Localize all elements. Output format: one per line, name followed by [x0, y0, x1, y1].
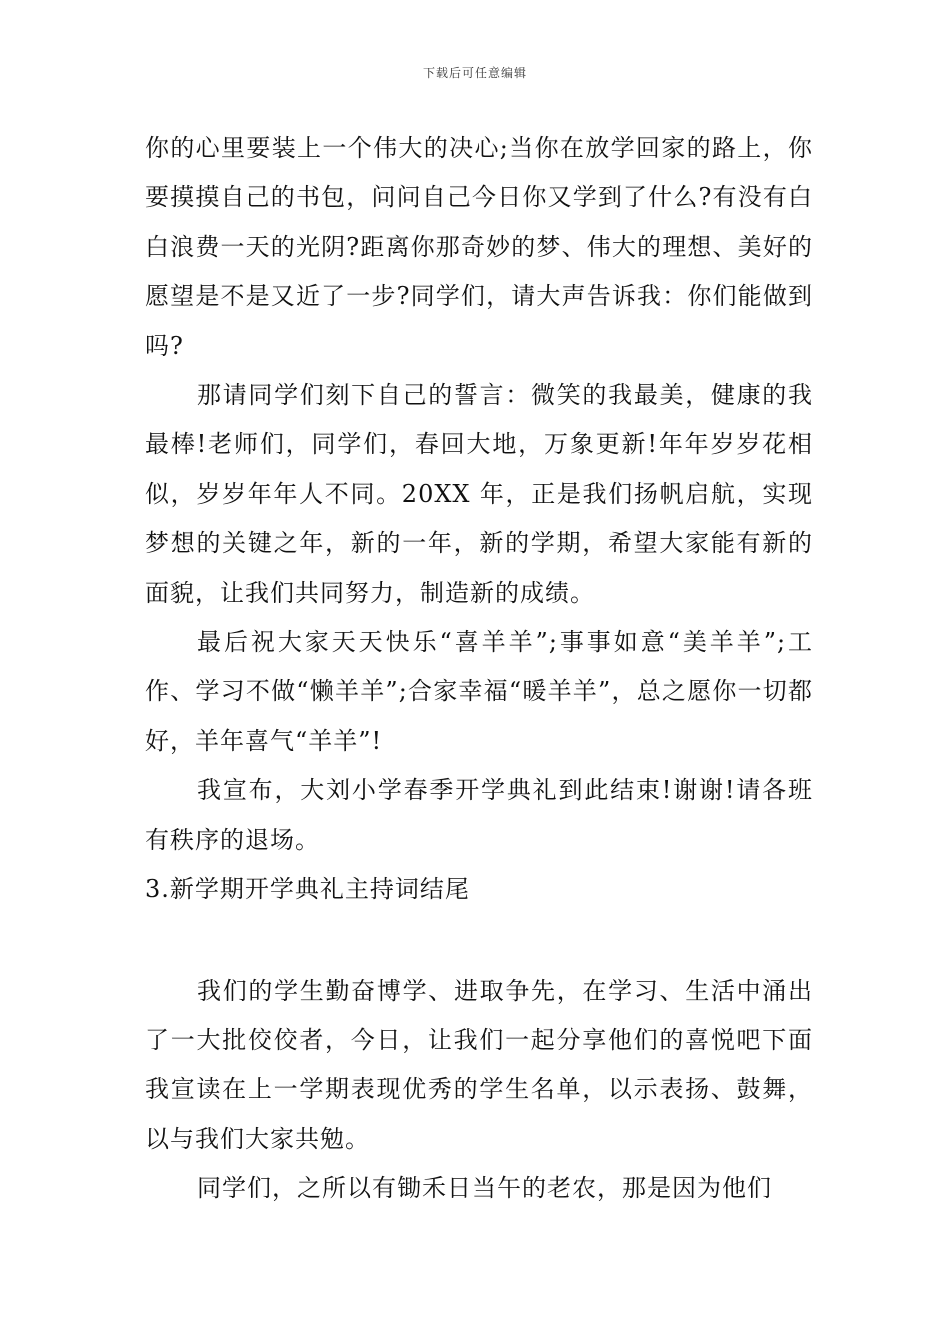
paragraph-closing: 我宣布，大刘小学春季开学典礼到此结束!谢谢!请各班有秩序的退场。 — [145, 776, 813, 854]
paragraph-farmers: 同学们，之所以有锄禾日当午的老农，那是因为他们 — [197, 1174, 772, 1203]
page-header: 下载后可任意编辑 — [422, 66, 527, 80]
paragraph-continuation: 你的心里要装上一个伟大的决心;当你在放学回家的路上，你要摸摸自己的书包，问问自己今日你又学到了什么?有没有白白浪费一天的光阴?距离你那奇妙的梦、伟大的理想、美好的愿望是不是又近了一步?同学们，请大声告诉我：你们能做到吗? — [145, 134, 813, 360]
paragraph-students: 我们的学生勤奋博学、进取争先，在学习、生活中涌出了一大批佼佼者，今日，让我们一起分享他们的喜悦吧下面我宣读在上一学期表现优秀的学生名单，以示表扬、鼓舞，以与我们大家共勉。 — [145, 976, 813, 1153]
section-spacer — [145, 915, 813, 967]
paragraph-wishes: 最后祝大家天天快乐“喜羊羊”;事事如意“美羊羊”;工作、学习不做“懒羊羊”;合家幸福“暖羊羊”，总之愿你一切都好，羊年喜气“羊羊”! — [145, 628, 813, 755]
section-heading: 3.新学期开学典礼主持词结尾 — [145, 875, 470, 904]
paragraph-oath: 那请同学们刻下自己的誓言：微笑的我最美，健康的我最棒!老师们，同学们，春回大地，万象更新!年年岁岁花相似，岁岁年年人不同。20XX 年，正是我们扬帆启航，实现梦想的关键之年，新的一年，新的学期，希望大家能有新的面貌，让我们共同努力，制造新的成绩。 — [145, 381, 813, 607]
document-body — [145, 124, 813, 1214]
